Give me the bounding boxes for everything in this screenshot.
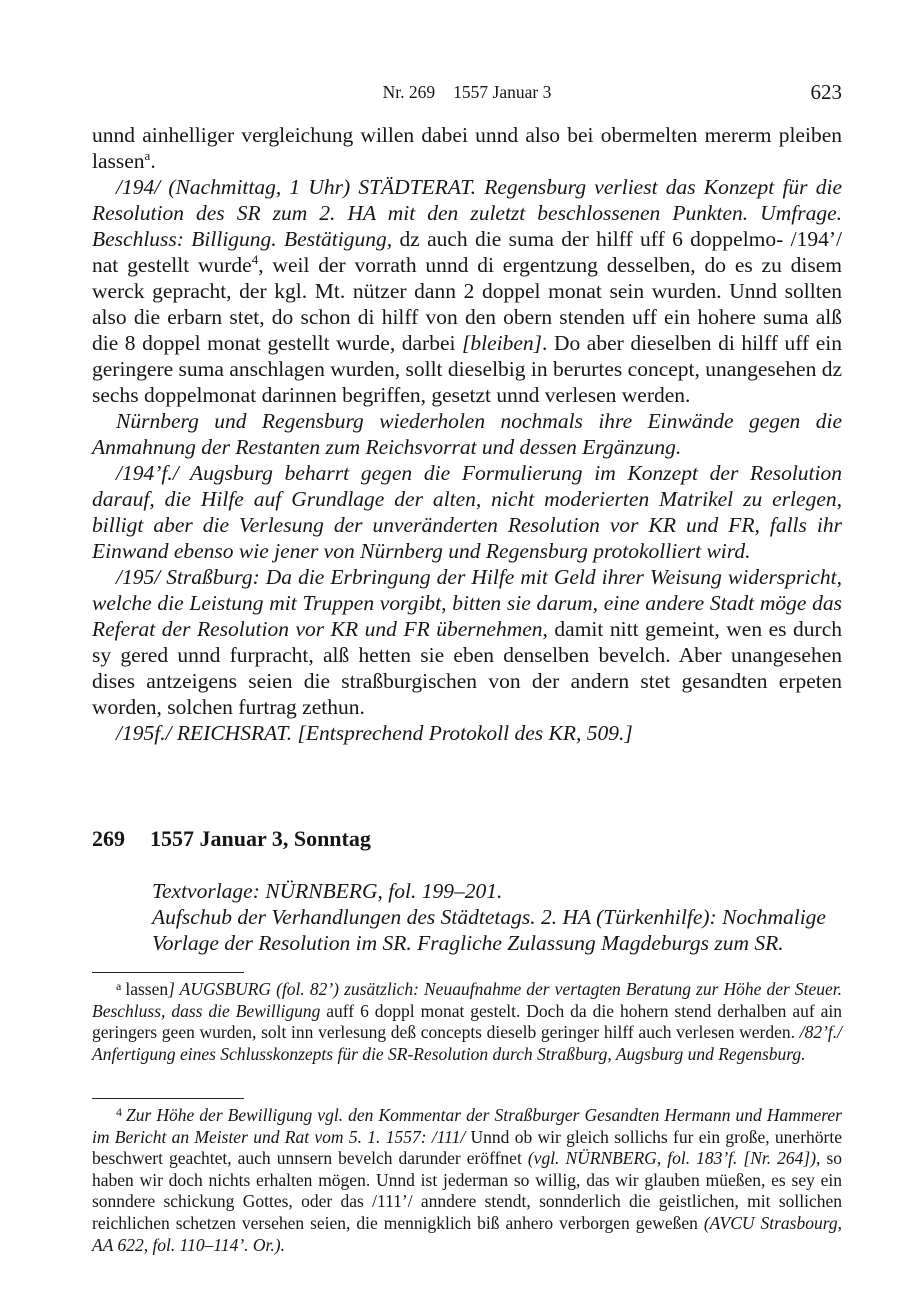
paragraph-strassburg bbox=[92, 564, 842, 720]
footnote-editorial: ] AUGSBURG (fol. 82’) zusätzlich: Neuaufnahme der vertagten Beratung zur Höhe der Steuer. Beschluss, dass die Bewilligung bbox=[92, 979, 842, 1021]
paragraph-continuation bbox=[92, 122, 842, 174]
document-date: 1557 Januar 3, Sonntag bbox=[150, 826, 371, 851]
footnote-4 bbox=[92, 1105, 842, 1256]
document-regest bbox=[152, 878, 842, 956]
footnote-editorial: (AVCU Strasbourg, AA 622, fol. 110–114’. Or.). bbox=[92, 1212, 842, 1255]
text-segment: . bbox=[150, 149, 156, 173]
footnote-rule bbox=[92, 1098, 244, 1099]
header-doc-date: 1557 Januar 3 bbox=[453, 82, 552, 102]
quoted-source-text: , weil der vorrath unnd di ergentzung desselben, do es zu disem werck gepracht, der kgl. Mt. nützer dann 2 doppel monat sein wurden. Unnd sollten also die erbarn stet, do schon di hilff von den obern stenden uff ein hohere suma alß die 8 doppel monat gestellt wurde, darbei bbox=[92, 253, 843, 355]
main-text bbox=[92, 122, 842, 746]
footnote-a bbox=[92, 979, 842, 1065]
footnote-source-text: , so haben wir doch nichts erhalten mögen. Unnd ist jederman so willig, das wir glauben müeßen, es sey ein sonndere schickung Gottes, oder das /111’/ anndere stendt, sonnderlich die geistlichen, mit sollichen reichlichen schetzen versehen seien, die mennigklich biß anhero verborgen geweßen bbox=[92, 1148, 842, 1233]
footnote-ref-4: 4 bbox=[251, 252, 259, 267]
editorial-summary: /194/ (Nachmittag, 1 Uhr) STÄDTERAT. Regensburg verliest das Konzept für die Resolution des SR zum 2. HA mit den zuletzt beschlossenen Punkten. Umfrage. Beschluss: Billigung. Bestätigung, bbox=[92, 175, 842, 251]
paragraph-nuernberg-regensburg: Nürnberg und Regensburg wiederholen nochmals ihre Einwände gegen die Anmahnung der Restanten zum Reichsvorrat und dessen Ergänzung. bbox=[92, 409, 842, 459]
footnote-source-text: Unnd ob wir gleich sollichs fur ein große, unerhörte beschwert geachtet, auch unnsern bevelch darunder eröffnet bbox=[92, 1126, 842, 1169]
footnote-lemma: lassen bbox=[125, 979, 169, 999]
footnote-editorial: /82’f./ Anfertigung eines Schlusskonzepts für die SR-Resolution durch Straßburg, Augsburg und Regensburg. bbox=[92, 1022, 842, 1064]
document-number: 269 bbox=[92, 826, 125, 851]
regest-summary: Aufschub der Verhandlungen des Städtetags. 2. HA (Türkenhilfe): Nochmalige Vorlage der Resolution im SR. Fragliche Zulassung Magdeburgs zum SR. bbox=[152, 905, 826, 955]
footnote-editorial: (vgl. NÜRNBERG, fol. 183’f. [Nr. 264]) bbox=[527, 1148, 817, 1169]
footnote-editorial: Zur Höhe der Bewilligung vgl. den Kommentar der Straßburger Gesandten Hermann und Hammerer im Bericht an Meister und Rat vom 5. 1. 1557: /111/ bbox=[92, 1105, 842, 1147]
paragraph-augsburg: /194’f./ Augsburg beharrt gegen die Formulierung im Konzept der Resolution darauf, die Hilfe auf Grundlage der alten, nicht moderierten Matrikel zu erlegen, billigt aber die Verlesung der unveränderten Resolution vor KR und FR, falls ihr Einwand ebenso wie jener von Nürnberg und Regensburg protokolliert wird. bbox=[92, 461, 842, 563]
footnote-source-text: auff 6 doppl monat gestelt. Doch da die hohern stend derhalben auf ain geringers geen wurden, solt inn verlesung deß concepts dieselb geringer hilff auch verlesen werden. bbox=[92, 1000, 842, 1043]
footnote-mark: 4 bbox=[116, 1105, 122, 1119]
editorial-summary: /195/ Straßburg: Da die Erbringung der Hilfe mit Geld ihrer Weisung widerspricht, welche die Leistung mit Truppen vorgibt, bitten sie darum, eine andere Stadt möge das Referat der Resolution vor KR und FR übernehmen, bbox=[92, 565, 842, 641]
document-heading bbox=[92, 826, 371, 852]
quoted-source-text: damit nitt gemeint, wen es durch sy gered unnd furpracht, alß hetten sie eben denselben bevelch. Aber unangesehen dises antzeigens seien die straßburgischen von der andern stet gesandten erpeten worden, solchen furtrag zethun. bbox=[92, 617, 842, 719]
footnote-mark: a bbox=[116, 979, 122, 993]
quoted-source-text: dz auch die suma der hilff uff 6 doppelmo- /194’/ nat gestellt wurde bbox=[92, 227, 842, 277]
paragraph-staedterat bbox=[92, 174, 842, 408]
editorial-insertion: [bleiben] bbox=[462, 331, 543, 355]
running-header bbox=[92, 80, 842, 106]
header-doc-number: Nr. 269 bbox=[382, 82, 436, 102]
page-number: 623 bbox=[810, 80, 842, 104]
footnote-ref-a: a bbox=[144, 148, 151, 163]
quoted-source-text: . Do aber dieselben di hilff uff ein geringere suma anschlagen wurden, sollt dieselbig in berurtes concept, unangesehen dz sechs doppelmonat darinnen begriffen, gesetzt unnd verlesen werden. bbox=[92, 331, 842, 407]
paragraph-reichsrat: /195f./ REICHSRAT. [Entsprechend Protokoll des KR, 509.] bbox=[116, 721, 633, 745]
footnote-rule bbox=[92, 972, 244, 973]
text-segment: unnd ainhelliger vergleichung willen dabei unnd also bei obermelten mererm pleiben lassen bbox=[92, 123, 842, 173]
header-title bbox=[92, 82, 842, 103]
source-note: Textvorlage: NÜRNBERG, fol. 199–201. bbox=[152, 879, 503, 903]
